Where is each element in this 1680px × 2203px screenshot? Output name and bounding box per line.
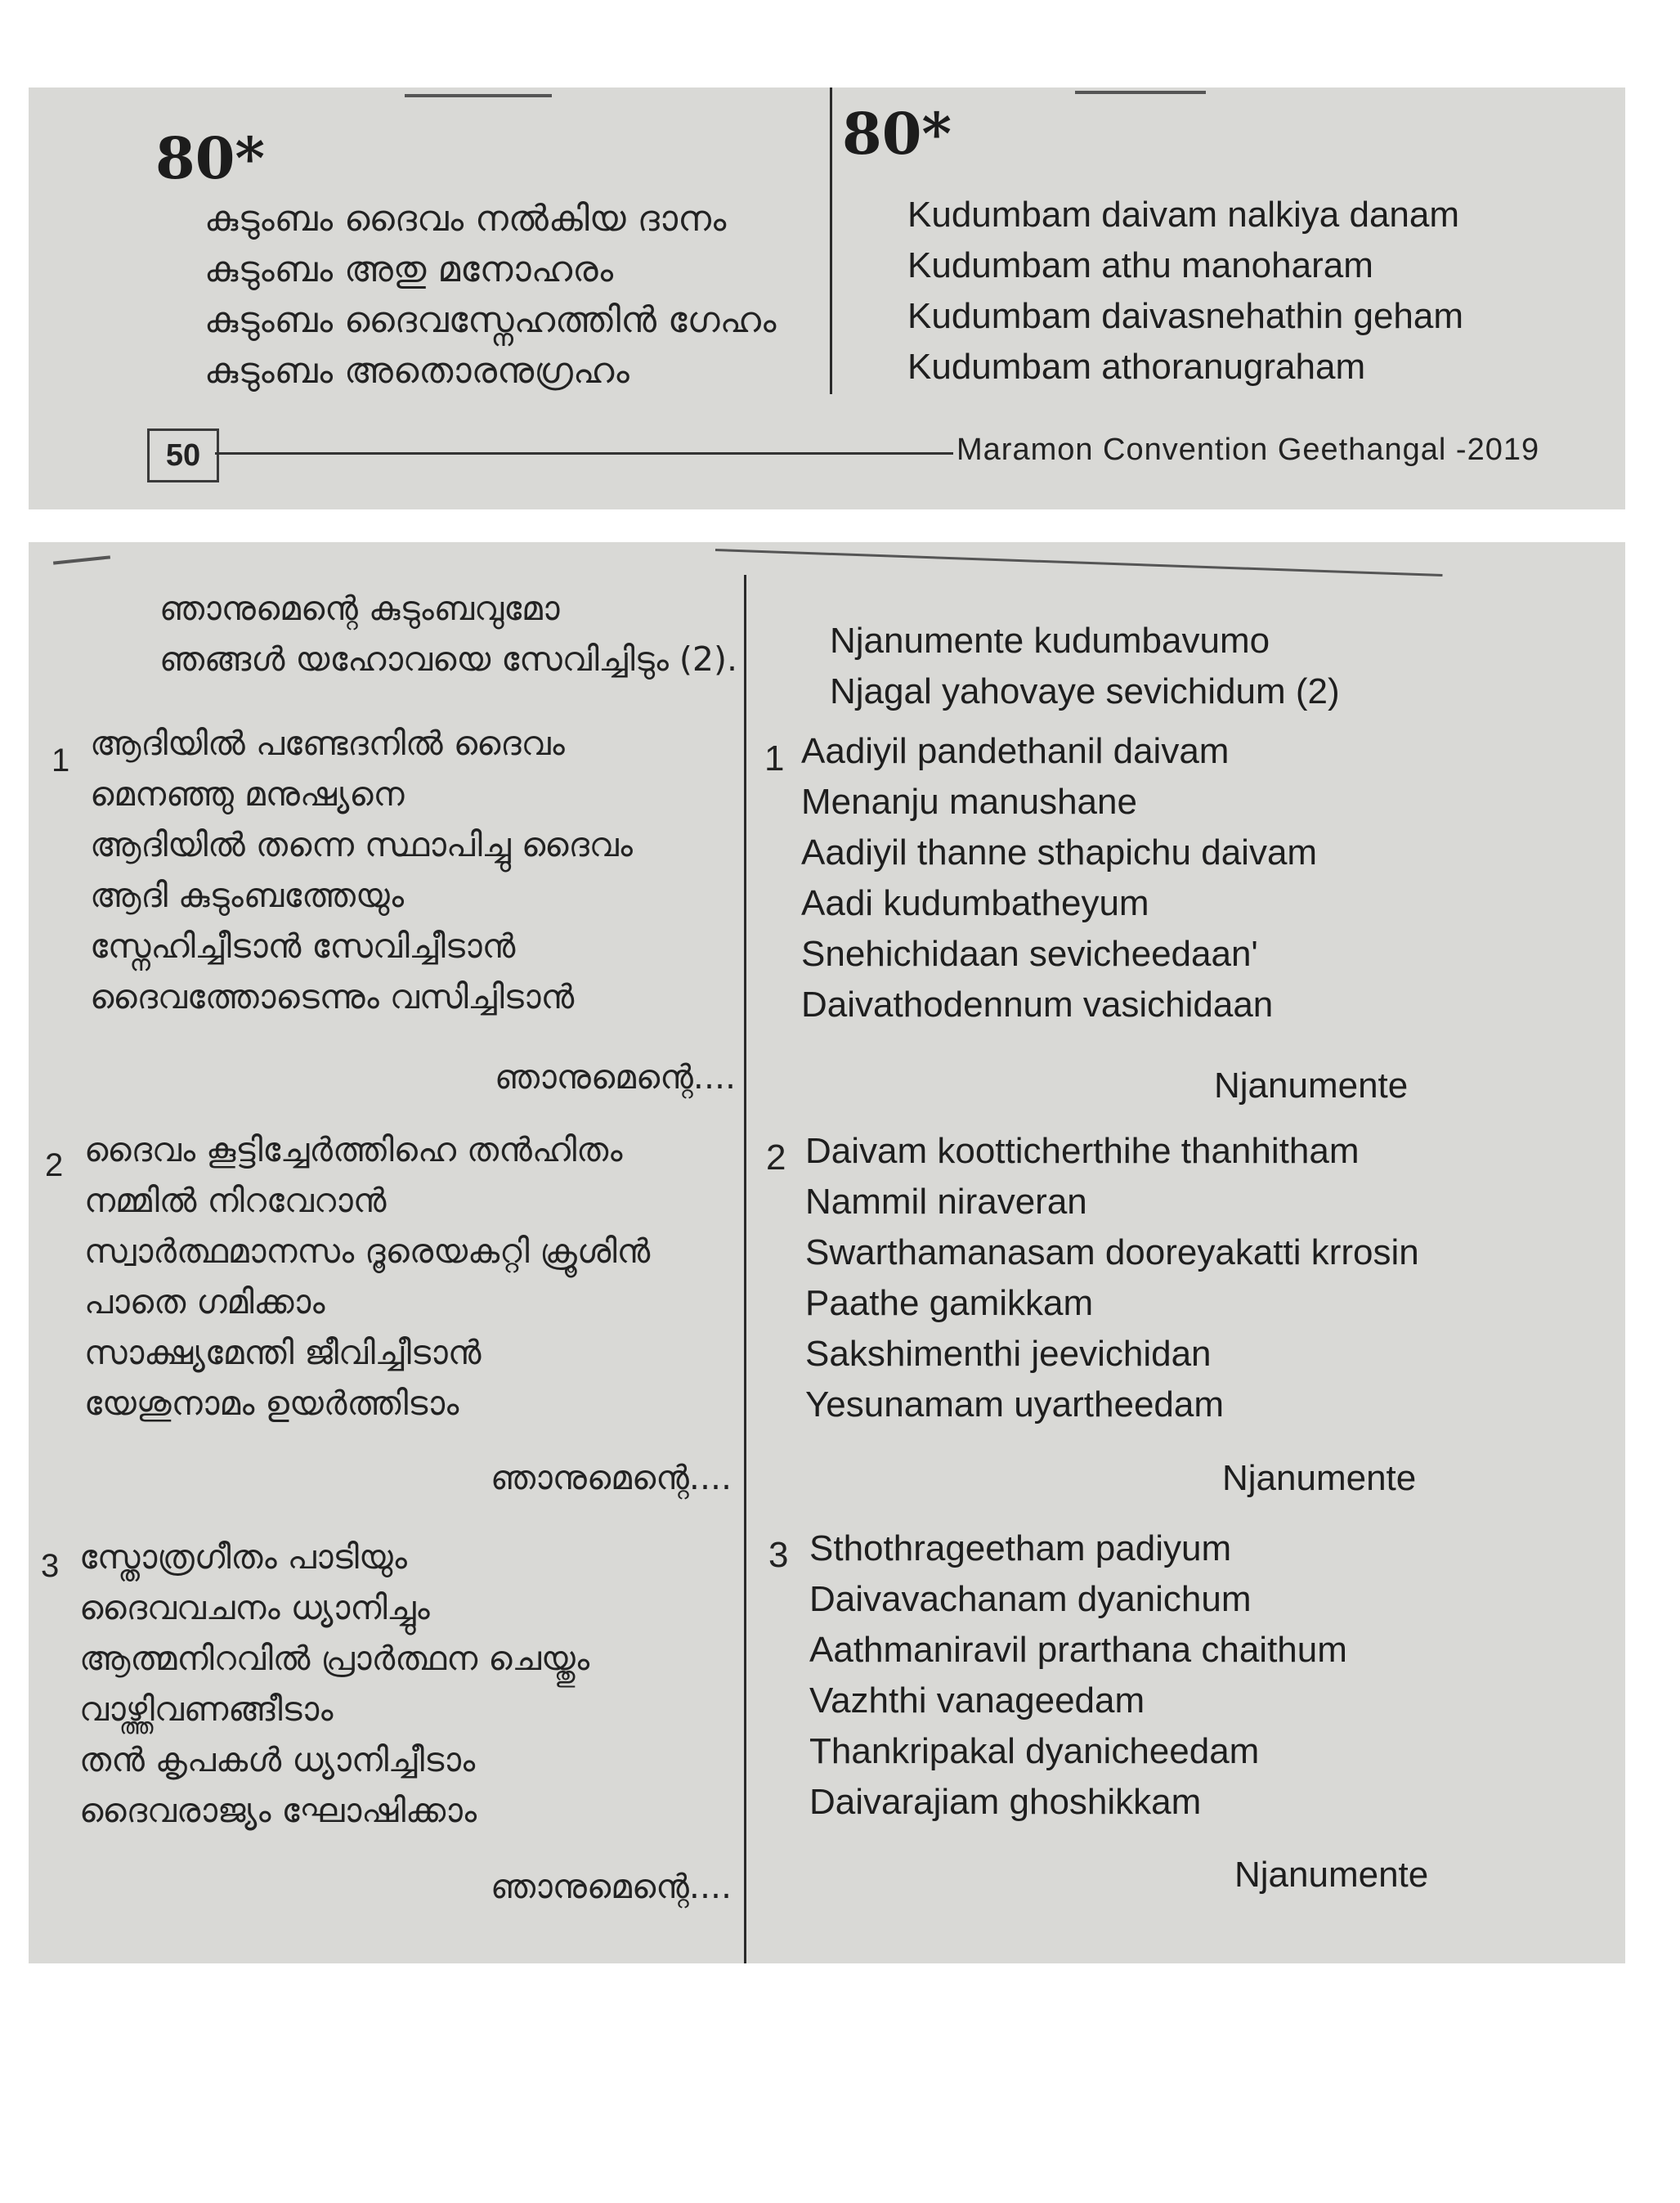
refrain: ഞാനുമെന്റെ....	[491, 1867, 732, 1906]
line: സാക്ഷ്യമേന്തി ജീവിച്ചീടാൻ	[84, 1333, 482, 1372]
line: Daivathodennum vasichidaan	[801, 985, 1274, 1025]
footer-title: Maramon Convention Geethangal -2019	[956, 433, 1540, 467]
line: Daivam kootticherthihe thanhitham	[805, 1131, 1360, 1171]
line: ദൈവവചനം ധ്യാനിച്ചും	[79, 1588, 430, 1627]
line: Aadiyil pandethanil daivam	[801, 731, 1230, 771]
line: വാഴ്ത്തിവണങ്ങീടാം	[79, 1689, 334, 1729]
page-number: 50	[147, 428, 219, 482]
line: കുടുംബം ദൈവം നൽകിയ ദാനം	[204, 198, 727, 240]
line: Menanju manushane	[801, 782, 1137, 822]
chorus-line: ഞങ്ങൾ യഹോവയെ സേവിച്ചിടും (2).	[159, 639, 738, 679]
line: Daivavachanam dyanichum	[809, 1579, 1252, 1619]
column-divider	[830, 87, 832, 394]
verse-number: 3	[768, 1535, 789, 1575]
top-right-ornament	[1075, 91, 1206, 94]
line: സ്വാർത്ഥമാനസം ദൂരെയകറ്റി ക്രൂശിൻ	[84, 1232, 651, 1271]
line: Thankripakal dyanicheedam	[809, 1731, 1260, 1771]
line: ആദിയിൽ പണ്ടേദനിൽ ദൈവം	[90, 724, 565, 763]
line: യേശുനാമം ഉയർത്തിടാം	[84, 1384, 459, 1423]
hymn-number-malayalam: 80*	[155, 124, 266, 192]
line: നമ്മിൽ നിറവേറാൻ	[84, 1181, 387, 1220]
line: Snehichidaan sevicheedaan'	[801, 934, 1258, 974]
line: ദൈവത്തോടെന്നും വസിച്ചിടാൻ	[90, 977, 575, 1016]
verse-number: 2	[766, 1137, 786, 1178]
footer-rule	[215, 452, 953, 455]
line: Daivarajiam ghoshikkam	[809, 1782, 1202, 1822]
line: Aathmaniravil prarthana chaithum	[809, 1630, 1347, 1670]
line: തൻ കൃപകൾ ധ്യാനിച്ചീടാം	[79, 1740, 476, 1779]
line: Swarthamanasam dooreyakatti krrosin	[805, 1232, 1419, 1272]
verse-number: 1	[52, 743, 70, 778]
refrain: ഞാനുമെന്റെ....	[495, 1057, 737, 1097]
line: ദൈവരാജ്യം ഘോഷിക്കാം	[79, 1791, 477, 1830]
verse-2-malayalam	[84, 1124, 650, 1429]
line: സ്തോത്രഗീതം പാടിയും	[79, 1537, 407, 1577]
line: സ്നേഹിച്ചീടാൻ സേവിച്ചീടാൻ	[90, 927, 516, 966]
line: Nammil niraveran	[805, 1182, 1087, 1222]
line: കുടുംബം ദൈവസ്നേഹത്തിൻ ഗേഹം	[204, 299, 777, 341]
line: Paathe gamikkam	[805, 1283, 1094, 1323]
refrain: Njanumente	[1234, 1855, 1429, 1895]
line: Kudumbam daivam nalkiya danam	[907, 195, 1460, 235]
line: കുടുംബം അതൊരനുഗ്രഹം	[204, 350, 629, 392]
chorus-line: ഞാനുമെന്റെ കുടുംബവുമോ	[159, 589, 560, 628]
chorus-line: Njanumente kudumbavumo	[830, 621, 1270, 661]
line: Sakshimenthi jeevichidan	[805, 1334, 1212, 1374]
verse-number: 1	[764, 738, 785, 778]
line: ആദിയിൽ തന്നെ സ്ഥാപിച്ചു ദൈവം	[90, 825, 633, 864]
verse-1-malayalam	[90, 718, 633, 1022]
refrain: Njanumente	[1214, 1066, 1409, 1106]
header-rule-left	[53, 555, 110, 564]
verse-number: 3	[41, 1548, 60, 1584]
chorus-malayalam	[159, 583, 737, 684]
line: മെനഞ്ഞു മനുഷ്യനെ	[90, 774, 405, 814]
line: പാതെ ഗമിക്കാം	[84, 1282, 325, 1321]
line: ആദി കുടുംബത്തേയും	[90, 876, 404, 915]
line: Aadi kudumbatheyum	[801, 883, 1149, 923]
stanza-malayalam	[204, 194, 776, 397]
top-page-scan	[29, 87, 1625, 509]
line: Kudumbam daivasnehathin geham	[907, 296, 1464, 336]
line: കുടുംബം അതു മനോഹരം	[204, 249, 614, 290]
verse-2-english	[805, 1126, 1419, 1430]
verse-3-malayalam	[79, 1532, 589, 1836]
top-left-ornament	[405, 94, 552, 97]
verse-1-english	[801, 726, 1317, 1030]
refrain: Njanumente	[1222, 1458, 1417, 1498]
line: Sthothrageetham padiyum	[809, 1528, 1232, 1568]
chorus-line: Njagal yahovaye sevichidum (2)	[830, 671, 1340, 711]
stanza-english	[907, 190, 1463, 393]
line: Kudumbam athoranugraham	[907, 347, 1366, 387]
line: Vazhthi vanageedam	[809, 1680, 1145, 1721]
refrain: ഞാനുമെന്റെ....	[491, 1458, 732, 1497]
line: Kudumbam athu manoharam	[907, 245, 1373, 285]
line: Aadiyil thanne sthapichu daivam	[801, 832, 1318, 873]
verse-number: 2	[45, 1147, 64, 1183]
hymn-number-english: 80*	[842, 100, 952, 168]
chorus-english	[830, 616, 1340, 717]
column-divider	[744, 575, 746, 1963]
line: Yesunamam uyartheedam	[805, 1384, 1225, 1425]
line: ദൈവം കൂട്ടിച്ചേർത്തിഹെ തൻഹിതം	[84, 1130, 623, 1169]
verse-3-english	[809, 1523, 1347, 1828]
header-rule-right	[715, 549, 1443, 577]
bottom-page-scan	[29, 542, 1625, 1963]
line: ആത്മനിറവിൽ പ്രാർത്ഥന ചെയ്തും	[79, 1639, 590, 1678]
